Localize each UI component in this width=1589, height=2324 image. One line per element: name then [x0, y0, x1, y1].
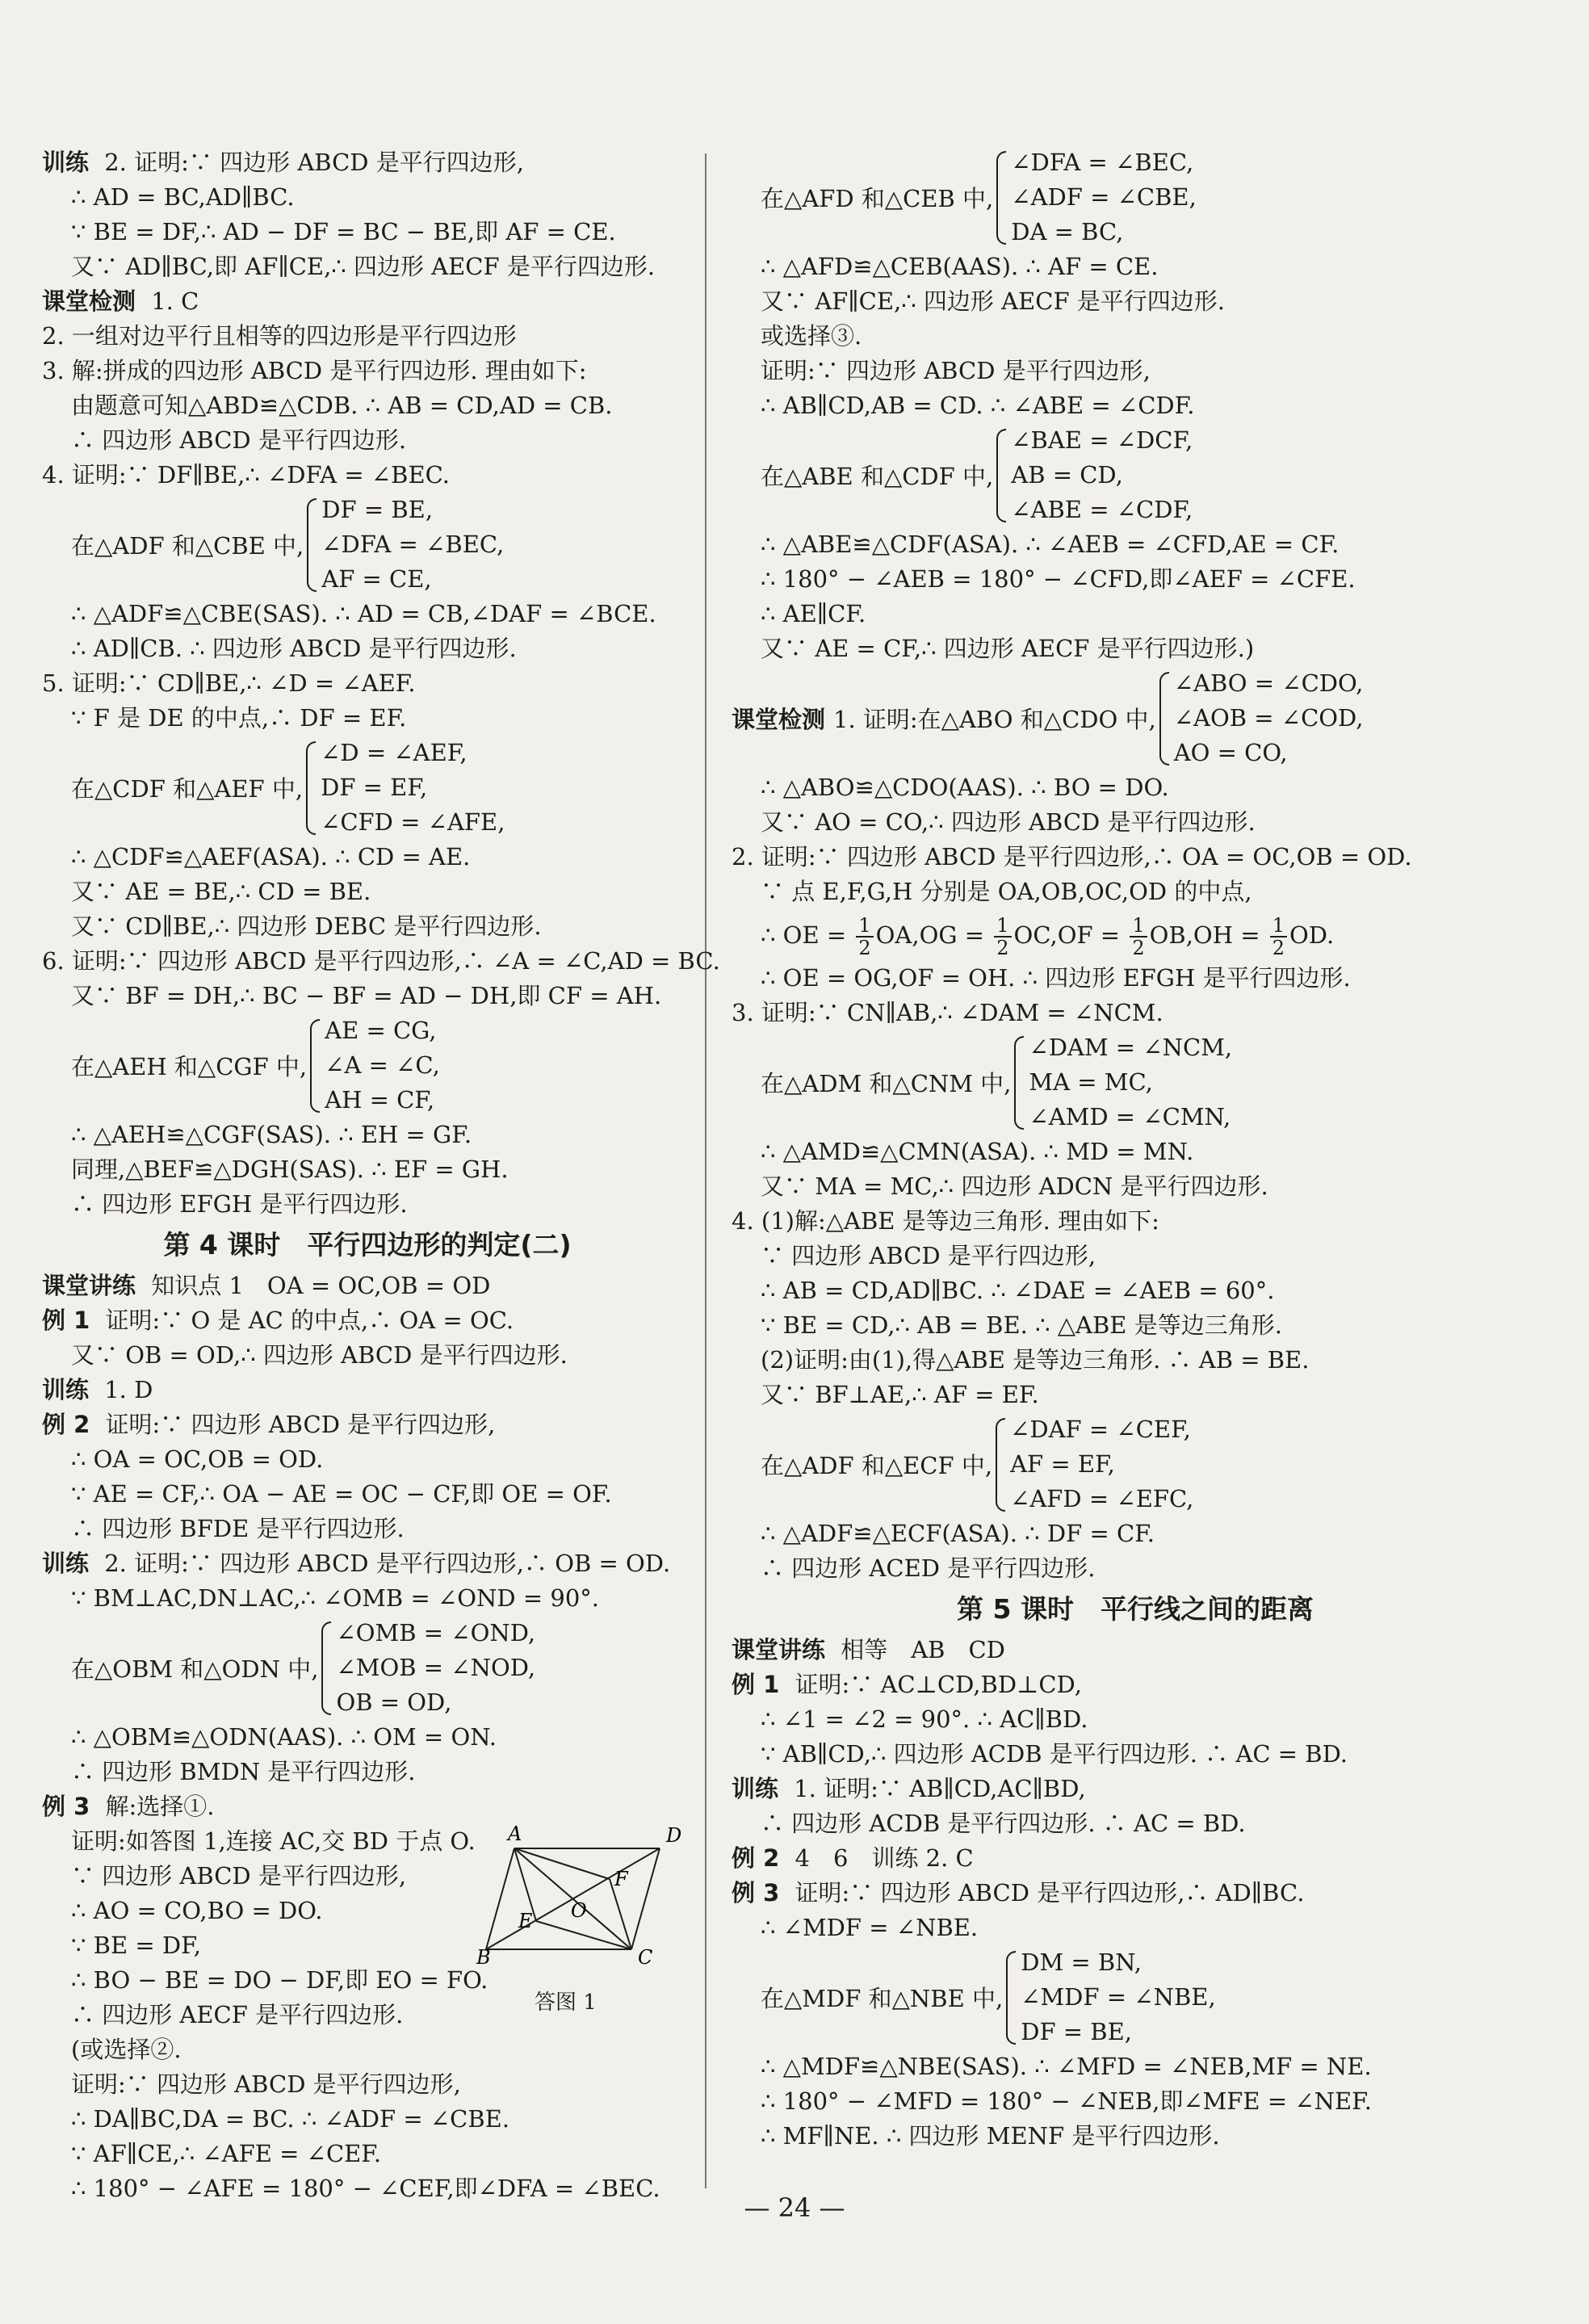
lesson-title: 第 5 课时 平行线之间的距离	[957, 1593, 1314, 1625]
text-line	[732, 840, 1539, 875]
line-text: ∴ △OBM≌△ODN(AAS). ∴ OM = ON.	[71, 1723, 497, 1751]
text-line	[732, 2049, 1539, 2084]
line-text: ∴ 四边形 AECF 是平行四边形.	[71, 2001, 404, 2028]
system-conditions	[1029, 1030, 1232, 1135]
line-text: ∵ AE = CF,∴ OA − AE = OC − CF,即 OE = OF.	[71, 1480, 612, 1508]
text-line	[42, 1720, 693, 1755]
text-line	[732, 1772, 1539, 1806]
text-line	[42, 1477, 693, 1512]
line-text: 又∵ MA = MC,∴ 四边形 ADCN 是平行四边形.	[761, 1172, 1268, 1200]
line-text: 相等 AB CD	[833, 1636, 1005, 1663]
condition: ∠DAF = ∠CEF,	[1010, 1416, 1191, 1443]
line-text: 2. 证明:∵ 四边形 ABCD 是平行四边形,∴ OB = OD.	[97, 1550, 671, 1577]
section-tag: 训练	[732, 1775, 779, 1802]
text-line	[732, 1308, 1539, 1343]
text-line	[732, 996, 1539, 1030]
line-text: 1. 证明:∵ AB∥CD,AC∥BD,	[786, 1775, 1086, 1802]
text-line	[732, 770, 1539, 805]
line-text: ∵ 点 E,F,G,H 分别是 OA,OB,OC,OD 的中点,	[761, 878, 1252, 905]
line-text: ∴ MF∥NE. ∴ 四边形 MENF 是平行四边形.	[761, 2122, 1220, 2150]
figure-caption: 答图 1	[535, 1991, 597, 2015]
line-text: ∴ △CDF≌△AEF(ASA). ∴ CD = AE.	[71, 843, 471, 870]
line-text: ∴ 四边形 BFDE 是平行四边形.	[71, 1515, 405, 1542]
equation-system	[42, 736, 693, 840]
line-text: ∴ △AMD≌△CMN(ASA). ∴ MD = MN.	[761, 1138, 1194, 1165]
system-conditions	[1021, 1945, 1215, 2049]
text-line	[732, 1551, 1539, 1586]
line-text: ∴ 180° − ∠AFE = 180° − ∠CEF,即∠DFA = ∠BEC.	[71, 2175, 660, 2202]
text-line	[732, 388, 1539, 423]
system-lead: 在△OBM 和△ODN 中,	[71, 1655, 319, 1683]
numerator: 1	[1130, 915, 1147, 938]
segment-fa	[514, 1848, 610, 1879]
condition: ∠D = ∠AEF,	[321, 739, 467, 766]
text-line	[732, 319, 1539, 354]
condition: DA = BC,	[1011, 218, 1124, 245]
equation-system	[732, 666, 1539, 770]
line-text: ∴ 180° − ∠AEB = 180° − ∠CFD,即∠AEF = ∠CFE.	[761, 565, 1356, 593]
line-text: ∴ △MDF≌△NBE(SAS). ∴ ∠MFD = ∠NEB,MF = NE.	[761, 2053, 1372, 2080]
line-text: 6. 证明:∵ 四边形 ABCD 是平行四边形,∴ ∠A = ∠C,AD = BC.	[42, 947, 720, 975]
text-line	[42, 944, 720, 979]
line-text: 4. (1)解:△ABE 是等边三角形. 理由如下:	[732, 1207, 1159, 1235]
line-text: 2. 证明:∵ 四边形 ABCD 是平行四边形,	[97, 149, 524, 176]
text-line	[42, 1152, 693, 1187]
fraction	[1130, 915, 1147, 959]
parallelogram-diagram	[478, 1824, 696, 1986]
line-text: 又∵ AO = CO,∴ 四边形 ABCD 是平行四边形.	[761, 808, 1256, 836]
line-text: ∴ BO − BE = DO − DF,即 EO = FO.	[71, 1966, 488, 1994]
right-column	[732, 145, 1539, 2154]
denominator: 2	[1132, 937, 1145, 959]
system-lead: 在△AEH 和△CGF 中,	[71, 1053, 308, 1080]
text-line	[42, 840, 693, 875]
side-ba	[486, 1848, 514, 1949]
condition: AF = EF,	[1010, 1450, 1115, 1478]
text-line	[732, 1702, 1539, 1737]
condition: AB = CD,	[1011, 461, 1123, 489]
text-line	[732, 1135, 1539, 1169]
text-line	[732, 875, 1539, 909]
point-label: A	[508, 1823, 522, 1845]
brace-icon	[996, 429, 1006, 522]
line-text: 证明:∵ 四边形 ABCD 是平行四边形,	[98, 1411, 496, 1438]
line-text: 知识点 1 OA = OC,OB = OD	[144, 1272, 491, 1299]
line-text: ∴ AD∥CB. ∴ 四边形 ABCD 是平行四边形.	[71, 635, 517, 662]
line-text: ∴ AO = CO,BO = DO.	[71, 1897, 323, 1924]
line-text: ∵ BM⊥AC,DN⊥AC,∴ ∠OMB = ∠OND = 90°.	[71, 1584, 600, 1612]
line-text: ∴ OE = OG,OF = OH. ∴ 四边形 EFGH 是平行四边形.	[761, 964, 1351, 992]
line-text: 又∵ AE = BE,∴ CD = BE.	[71, 878, 371, 905]
condition: ∠OMB = ∠OND,	[336, 1619, 536, 1647]
text-line	[732, 2084, 1539, 2119]
line-text: ∴ △ADF≌△ECF(ASA). ∴ DF = CF.	[761, 1520, 1155, 1547]
system-conditions	[1011, 145, 1197, 250]
text-line	[42, 1755, 693, 1789]
text-line	[42, 284, 693, 319]
line-text: ∴ AB∥CD,AB = CD. ∴ ∠ABE = ∠CDF.	[761, 392, 1195, 419]
line-text: 5. 证明:∵ CD∥BE,∴ ∠D = ∠AEF.	[42, 669, 416, 697]
brace-icon	[1006, 1951, 1016, 2045]
equation-system	[732, 145, 1539, 250]
section-tag: 例 2	[42, 1411, 90, 1438]
numerator: 1	[994, 915, 1011, 938]
fraction	[994, 915, 1011, 959]
text-line	[42, 597, 693, 631]
text-line	[42, 2067, 693, 2102]
condition: ∠MDF = ∠NBE,	[1021, 1983, 1216, 2011]
segment-ec	[536, 1921, 631, 1949]
text-line	[42, 666, 693, 701]
text-line	[42, 2102, 693, 2137]
denominator: 2	[858, 937, 871, 959]
line-text: ∴ AB = CD,AD∥BC. ∴ ∠DAE = ∠AEB = 60°.	[761, 1277, 1275, 1304]
section-tag: 课堂检测	[42, 287, 136, 315]
numerator: 1	[1270, 915, 1287, 938]
text-line	[42, 875, 693, 909]
condition: ∠DAM = ∠NCM,	[1029, 1034, 1233, 1061]
condition: DF = BE,	[1021, 2018, 1132, 2045]
line-text: 4 6 训练 2. C	[787, 1844, 974, 1872]
brace-icon	[306, 741, 316, 835]
section-tag: 课堂检测	[732, 706, 826, 733]
text-line	[732, 597, 1539, 631]
text-line	[732, 805, 1539, 840]
text-line	[42, 215, 693, 250]
brace-icon	[996, 151, 1006, 245]
brace-icon	[307, 498, 317, 592]
point-label: C	[638, 1946, 653, 1969]
line-text: 又∵ OB = OD,∴ 四边形 ABCD 是平行四边形.	[71, 1341, 568, 1369]
line-text: 1. D	[97, 1376, 153, 1403]
line-text: 又∵ AF∥CE,∴ 四边形 AECF 是平行四边形.	[761, 287, 1226, 315]
line-text: OC,OF =	[1013, 921, 1128, 949]
line-text: 又∵ CD∥BE,∴ 四边形 DEBC 是平行四边形.	[71, 912, 542, 940]
text-line	[732, 2119, 1539, 2154]
line-text: 3. 证明:∵ CN∥AB,∴ ∠DAM = ∠NCM.	[732, 999, 1163, 1026]
condition: ∠A = ∠C,	[325, 1051, 440, 1079]
system-lead: 在△MDF 和△NBE 中,	[761, 1985, 1004, 2012]
text-line	[732, 1343, 1539, 1378]
text-line	[732, 527, 1539, 562]
equation-system	[42, 1013, 693, 1118]
equation-system	[732, 1412, 1539, 1516]
line-text: ∴ 四边形 BMDN 是平行四边形.	[71, 1758, 416, 1785]
line-text: 证明:∵ AC⊥CD,BD⊥CD,	[787, 1671, 1082, 1698]
point-label: E	[518, 1910, 533, 1932]
left-column	[42, 145, 720, 2206]
system-conditions	[325, 1013, 440, 1118]
equation-system	[732, 423, 1539, 527]
equation-system	[732, 1945, 1539, 2049]
text-line	[42, 458, 693, 493]
text-line	[42, 631, 693, 666]
section-tag: 例 1	[732, 1671, 780, 1698]
text-line	[42, 1581, 693, 1616]
line-text: 证明:∵ 四边形 ABCD 是平行四边形,∴ AD∥BC.	[787, 1879, 1305, 1907]
line-text: ∴ 180° − ∠MFD = 180° − ∠NEB,即∠MFE = ∠NEF.	[761, 2087, 1373, 2115]
text-line	[732, 1633, 1539, 1667]
line-text: ∵ BE = DF,	[71, 1932, 201, 1959]
condition: ∠AMD = ∠CMN,	[1029, 1103, 1231, 1131]
text-line	[42, 145, 693, 180]
line-text: 证明:∵ O 是 AC 的中点,∴ OA = OC.	[98, 1307, 514, 1334]
line-text: 又∵ AE = CF,∴ 四边形 AECF 是平行四边形.)	[761, 635, 1255, 662]
system-lead: 1. 证明:在△ABO 和△CDO 中,	[833, 706, 1156, 733]
condition: DM = BN,	[1021, 1949, 1142, 1976]
fraction-line	[732, 909, 1539, 961]
brace-icon	[1159, 672, 1169, 766]
text-line	[732, 1911, 1539, 1945]
system-lead: 在△ADF 和△ECF 中,	[761, 1452, 993, 1479]
condition: AH = CF,	[325, 1086, 435, 1114]
condition: DF = BE,	[321, 496, 434, 523]
line-text: ∴ △ABE≌△CDF(ASA). ∴ ∠AEB = ∠CFD,AE = CF.	[761, 531, 1340, 558]
line-text: ∴ ∠1 = ∠2 = 90°. ∴ AC∥BD.	[761, 1705, 1088, 1733]
text-line	[732, 1239, 1539, 1273]
text-line	[732, 1667, 1539, 1702]
brace-icon	[321, 1621, 331, 1715]
condition: ∠MOB = ∠NOD,	[336, 1654, 536, 1681]
line-text: ∴ OE =	[761, 921, 854, 949]
section-tag: 例 1	[42, 1307, 90, 1334]
line-text: 同理,△BEF≌△DGH(SAS). ∴ EF = GH.	[71, 1156, 509, 1183]
line-text: 证明:∵ 四边形 ABCD 是平行四边形,	[71, 2070, 461, 2098]
fraction	[856, 915, 873, 959]
condition: AF = CE,	[321, 565, 432, 593]
text-line	[732, 1841, 1539, 1876]
line-text: ∴ 四边形 ACED 是平行四边形.	[761, 1554, 1096, 1582]
line-text: 证明:∵ 四边形 ABCD 是平行四边形,	[761, 357, 1151, 384]
line-text: 2. 一组对边平行且相等的四边形是平行四边形	[42, 322, 517, 350]
brace-icon	[996, 1418, 1005, 1512]
line-text: ∴ ∠MDF = ∠NBE.	[761, 1914, 979, 1941]
condition: ∠CFD = ∠AFE,	[321, 808, 505, 836]
text-line	[42, 250, 693, 284]
line-text: ∴ 四边形 ACDB 是平行四边形. ∴ AC = BD.	[761, 1810, 1246, 1837]
text-line	[732, 1169, 1539, 1204]
line-text: ∴ 四边形 ABCD 是平行四边形.	[71, 426, 407, 454]
line-text: ∴ △AEH≌△CGF(SAS). ∴ EH = GF.	[71, 1121, 472, 1148]
condition: AE = CG,	[325, 1017, 437, 1044]
line-text: ∵ 四边形 ABCD 是平行四边形,	[71, 1862, 407, 1890]
line-text: 证明:如答图 1,连接 AC,交 BD 于点 O.	[71, 1827, 476, 1855]
condition: ∠AOB = ∠COD,	[1173, 704, 1364, 732]
line-text: ∴ OA = OC,OB = OD.	[71, 1445, 324, 1473]
condition: ∠ADF = ∠CBE,	[1011, 183, 1197, 211]
line-text: ∴ AD = BC,AD∥BC.	[71, 183, 295, 211]
line-text: (或选择②.	[71, 2036, 182, 2063]
text-line	[42, 1269, 693, 1303]
equation-system	[732, 1030, 1539, 1135]
column-divider	[705, 153, 706, 2188]
line-text: 或选择③.	[761, 322, 862, 350]
lesson-title: 第 4 课时 平行四边形的判定(二)	[163, 1229, 572, 1261]
line-text: OB,OH =	[1149, 921, 1268, 949]
text-line	[42, 2032, 693, 2067]
line-text: ∵ BE = CD,∴ AB = BE. ∴ △ABE 是等边三角形.	[761, 1311, 1282, 1339]
text-line	[732, 631, 1539, 666]
line-text: 4. 证明:∵ DF∥BE,∴ ∠DFA = ∠BEC.	[42, 461, 450, 489]
system-conditions	[321, 493, 504, 597]
section-tag: 例 2	[732, 1844, 780, 1872]
line-text: OD.	[1289, 921, 1335, 949]
text-line	[732, 1876, 1539, 1911]
text-line	[42, 1442, 693, 1477]
text-line	[42, 1338, 693, 1373]
text-line	[42, 180, 693, 215]
condition: DF = EF,	[321, 774, 428, 801]
line-text: ∵ AB∥CD,∴ 四边形 ACDB 是平行四边形. ∴ AC = BD.	[761, 1740, 1348, 1768]
line-text: 2. 证明:∵ 四边形 ABCD 是平行四边形,∴ OA = OC,OB = OD.	[732, 843, 1412, 870]
section-tag: 课堂讲练	[42, 1272, 136, 1299]
line-text: 解:选择①.	[98, 1793, 215, 1820]
text-line	[42, 1187, 693, 1222]
condition: ∠ABE = ∠CDF,	[1011, 496, 1193, 523]
text-line	[42, 1789, 693, 1824]
text-line	[42, 354, 693, 388]
point-label: O	[571, 1899, 587, 1922]
text-line	[732, 1516, 1539, 1551]
condition: ∠ABO = ∠CDO,	[1173, 669, 1364, 697]
text-line	[732, 354, 1539, 388]
line-text: ∵ F 是 DE 的中点,∴ DF = EF.	[71, 704, 407, 732]
text-line	[42, 388, 693, 423]
text-line	[732, 1204, 1539, 1239]
line-text: ∴ △AFD≌△CEB(AAS). ∴ AF = CE.	[761, 253, 1159, 280]
condition: OB = OD,	[336, 1688, 452, 1716]
system-conditions	[1010, 1412, 1193, 1516]
text-line	[42, 1373, 693, 1407]
text-line	[42, 2137, 693, 2171]
line-text: ∴ AE∥CF.	[761, 600, 866, 627]
line-text: 又∵ AD∥BC,即 AF∥CE,∴ 四边形 AECF 是平行四边形.	[71, 253, 656, 280]
brace-icon	[310, 1019, 320, 1113]
section-tag: 例 3	[42, 1793, 90, 1820]
text-line	[42, 1512, 693, 1546]
text-line	[732, 284, 1539, 319]
condition: MA = MC,	[1029, 1068, 1153, 1096]
system-conditions	[321, 736, 505, 840]
system-conditions	[1011, 423, 1193, 527]
condition: ∠DFA = ∠BEC,	[321, 531, 505, 558]
parallelogram-figure	[476, 1823, 696, 2015]
line-text: ∵ 四边形 ABCD 是平行四边形,	[761, 1242, 1096, 1269]
text-line	[732, 1806, 1539, 1841]
condition: ∠BAE = ∠DCF,	[1011, 426, 1193, 454]
text-line	[732, 1737, 1539, 1772]
section-tag: 课堂讲练	[732, 1636, 826, 1663]
text-line	[42, 909, 693, 944]
section-tag: 训练	[42, 1550, 90, 1577]
section-tag: 例 3	[732, 1879, 780, 1907]
section-tag: 训练	[42, 149, 90, 176]
system-lead: 在△CDF 和△AEF 中,	[71, 775, 304, 803]
line-text: 又∵ BF = DH,∴ BC − BF = AD − DH,即 CF = AH.	[71, 982, 662, 1009]
section-tag: 训练	[42, 1376, 90, 1403]
system-lead: 在△ABE 和△CDF 中,	[761, 463, 994, 490]
line-text: 3. 解:拼成的四边形 ABCD 是平行四边形. 理由如下:	[42, 357, 587, 384]
brace-icon	[1014, 1036, 1024, 1130]
denominator: 2	[996, 937, 1009, 959]
line-text: ∴ △ADF≌△CBE(SAS). ∴ AD = CB,∠DAF = ∠BCE.	[71, 600, 656, 627]
denominator: 2	[1272, 937, 1285, 959]
equation-system	[42, 1616, 693, 1720]
line-text: 又∵ BF⊥AE,∴ AF = EF.	[761, 1381, 1039, 1408]
side-dc	[631, 1848, 660, 1949]
page-number: — 24 —	[744, 2192, 845, 2223]
point-label: F	[614, 1868, 628, 1890]
text-line	[42, 1303, 693, 1338]
line-text: ∴ DA∥BC,DA = BC. ∴ ∠ADF = ∠CBE.	[71, 2105, 510, 2133]
line-text: ∴ △ABO≌△CDO(AAS). ∴ BO = DO.	[761, 774, 1169, 801]
system-conditions	[1174, 666, 1364, 770]
condition: AO = CO,	[1173, 739, 1288, 766]
line-text: 由题意可知△ABD≌△CDB. ∴ AB = CD,AD = CB.	[71, 392, 613, 419]
condition: ∠AFD = ∠EFC,	[1010, 1485, 1194, 1512]
text-line	[732, 562, 1539, 597]
text-line	[42, 319, 693, 354]
point-label: D	[666, 1824, 682, 1847]
text-line	[732, 1378, 1539, 1412]
system-lead: 在△AFD 和△CEB 中,	[761, 185, 994, 212]
line-text: (2)证明:由(1),得△ABE 是等边三角形. ∴ AB = BE.	[761, 1346, 1310, 1374]
system-lead: 在△ADM 和△CNM 中,	[761, 1070, 1012, 1097]
text-line	[42, 701, 693, 736]
text-line	[42, 1407, 693, 1442]
text-line	[42, 423, 693, 458]
line-text: ∴ 四边形 EFGH 是平行四边形.	[71, 1190, 408, 1218]
text-line	[732, 250, 1539, 284]
numerator: 1	[856, 915, 873, 938]
fraction	[1270, 915, 1287, 959]
line-text: 1. C	[144, 287, 199, 315]
point-label: B	[476, 1946, 491, 1969]
condition: ∠DFA = ∠BEC,	[1011, 149, 1194, 176]
text-line	[42, 1118, 693, 1152]
text-line	[732, 961, 1539, 996]
text-line	[732, 1273, 1539, 1308]
line-text: ∵ BE = DF,∴ AD − DF = BC − BE,即 AF = CE.	[71, 218, 616, 245]
system-lead: 在△ADF 和△CBE 中,	[71, 532, 304, 560]
text-line	[42, 1546, 693, 1581]
system-conditions	[336, 1616, 535, 1720]
line-text: ∵ AF∥CE,∴ ∠AFE = ∠CEF.	[71, 2140, 382, 2167]
line-text: OA,OG =	[875, 921, 992, 949]
text-line	[42, 979, 693, 1013]
equation-system	[42, 493, 693, 597]
